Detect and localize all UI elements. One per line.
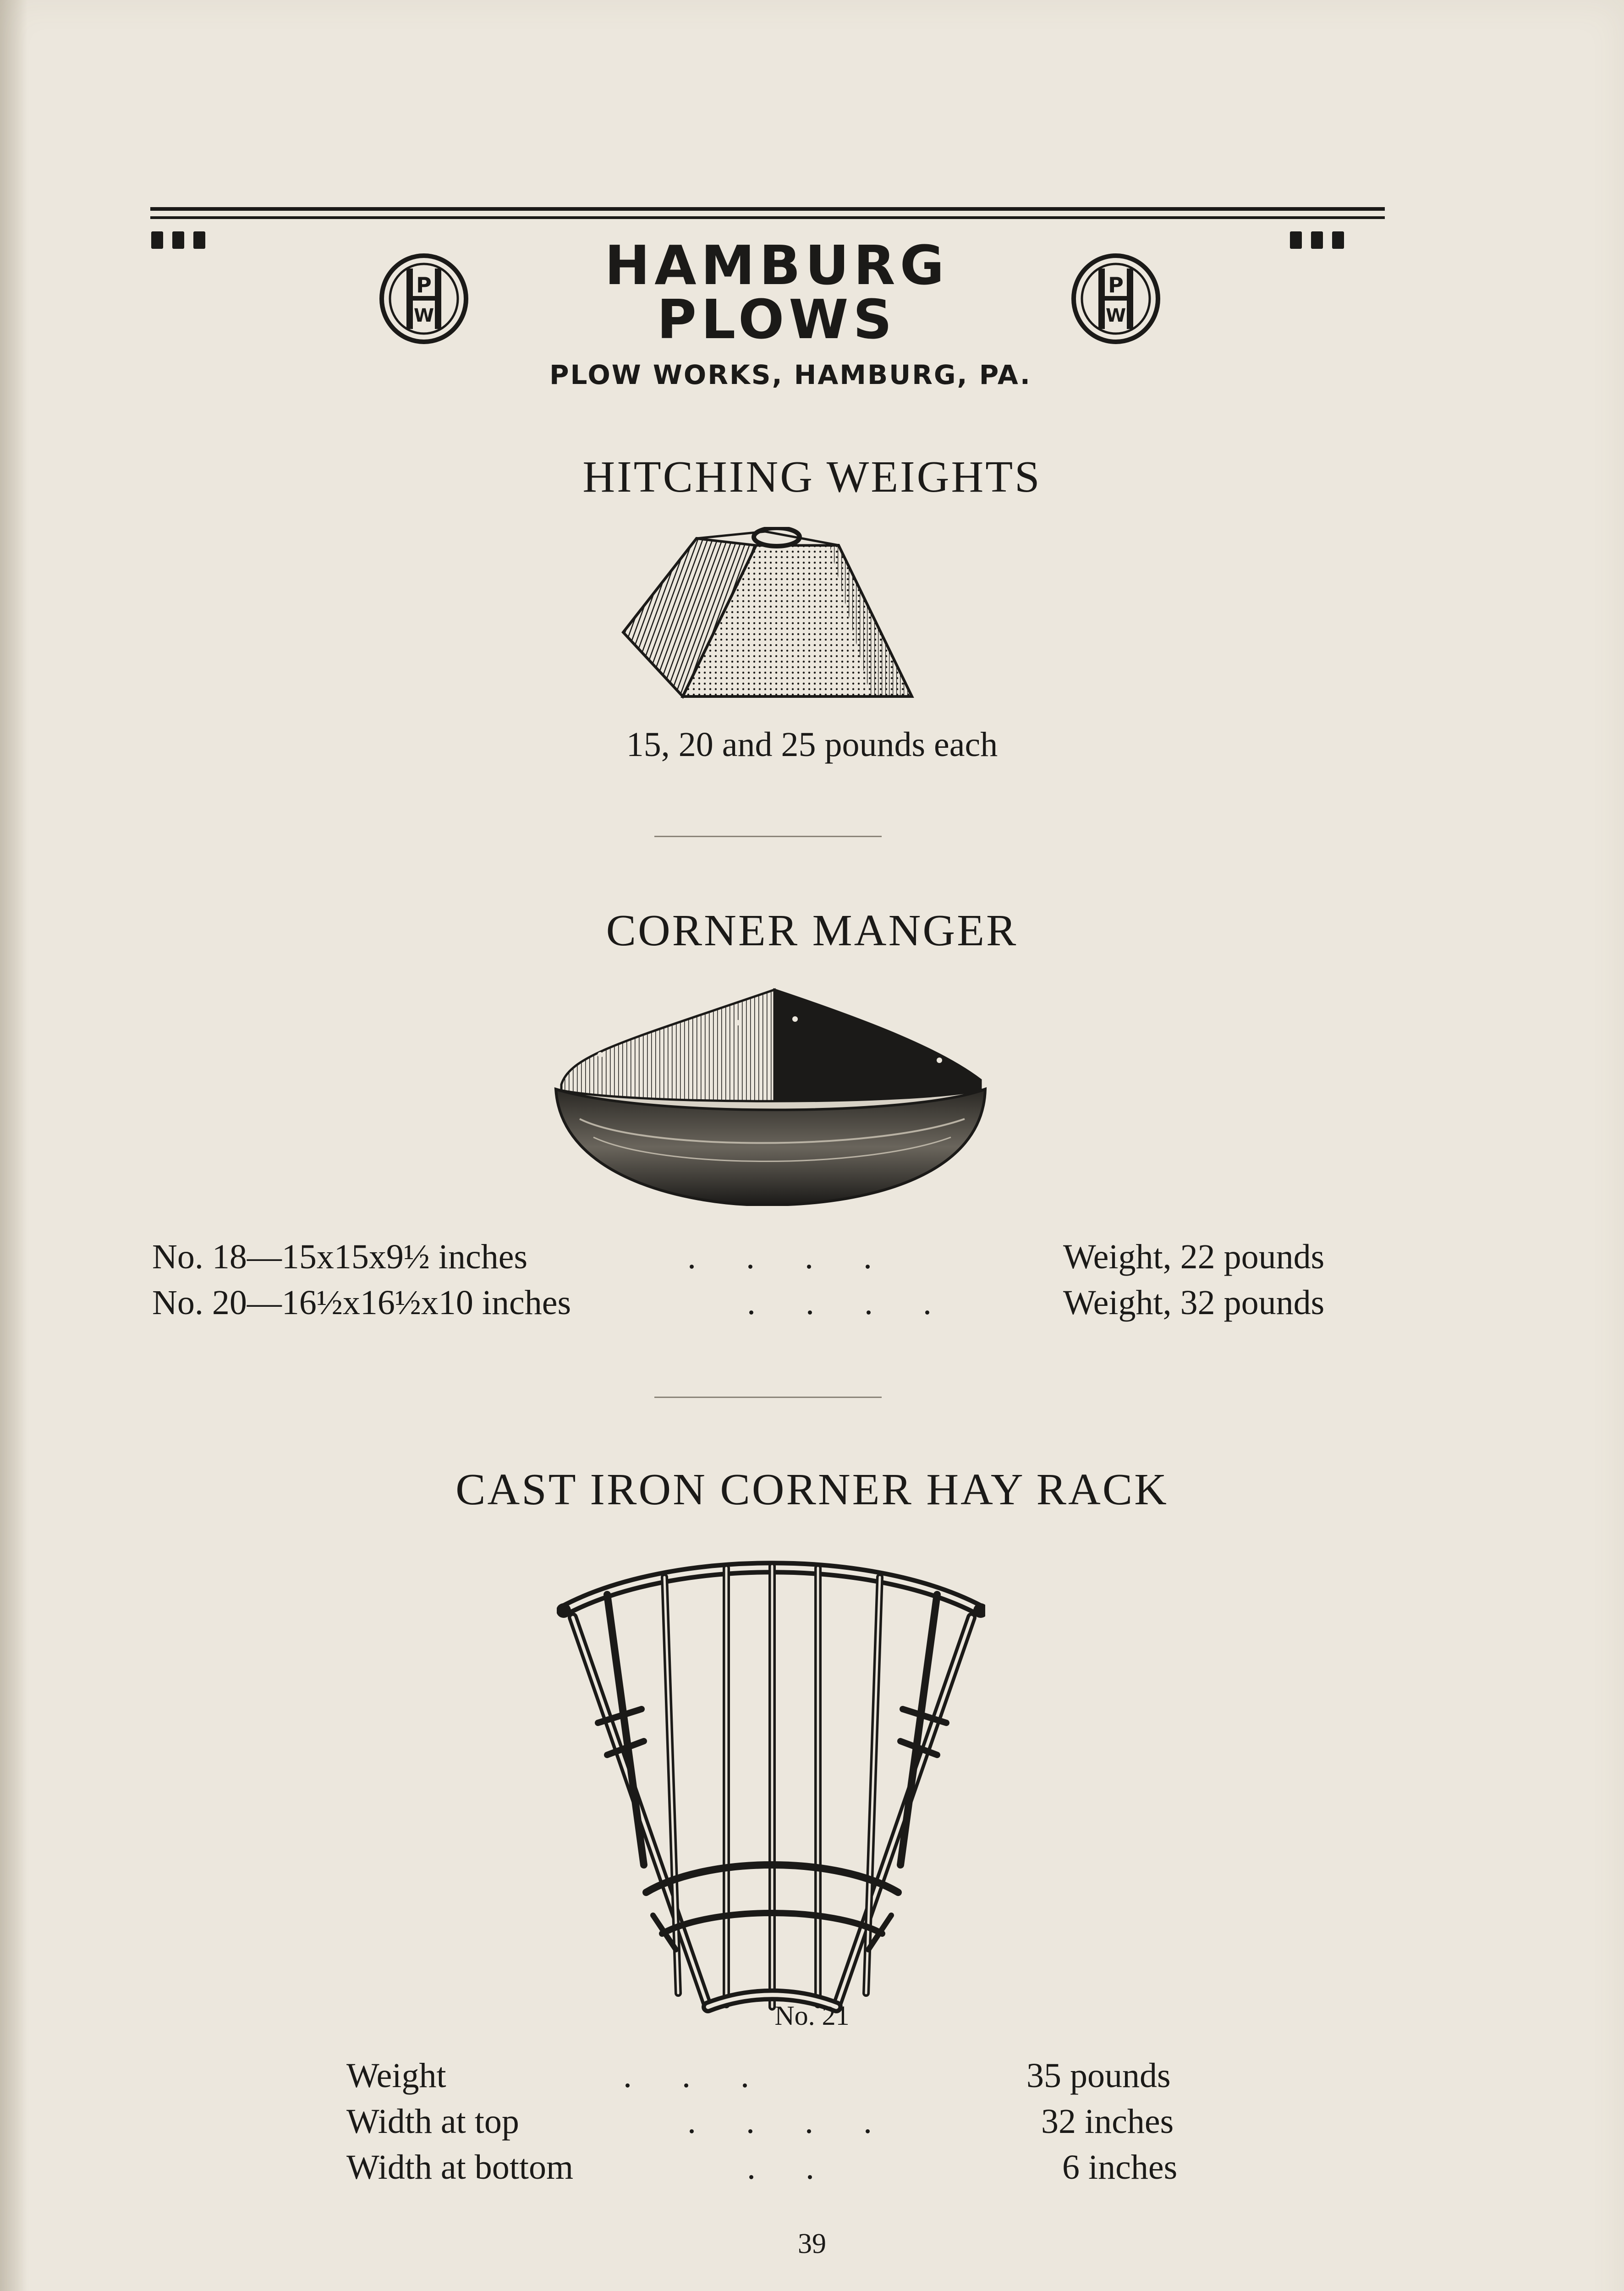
hay-rack-title: CAST IRON CORNER HAY RACK (455, 1465, 1169, 1514)
hitching-weight-illustration (614, 527, 926, 703)
brand-subtitle: PLOW WORKS, HAMBURG, PA. (549, 359, 1031, 390)
section-divider (654, 1397, 882, 1398)
corner-manger-illustration (552, 986, 990, 1206)
svg-text:W: W (413, 305, 434, 326)
manger-row-spec: No. 18—15x15x9½ inches (152, 1238, 528, 1276)
header-rule-bottom (150, 216, 1385, 219)
hay-rack-spec-leader: . . . . (687, 2102, 872, 2141)
header-ornament-left (151, 231, 205, 249)
hitching-weights-title: HITCHING WEIGHTS (582, 452, 1042, 502)
hay-rack-illustration (557, 1544, 985, 2030)
hitching-weights-caption: 15, 20 and 25 pounds each (626, 725, 998, 764)
page-number: 39 (798, 2228, 826, 2259)
hpw-monogram-left-icon (378, 253, 470, 345)
hay-rack-spec-value: 32 inches (1041, 2102, 1174, 2141)
hay-rack-spec-label: Width at bottom (346, 2148, 574, 2187)
manger-row-weight: Weight, 22 pounds (1063, 1238, 1325, 1276)
manger-row-leader: . . . . (687, 1238, 872, 1276)
brand-block (495, 234, 1059, 390)
section-divider (654, 836, 882, 837)
header-ornament-right (1290, 231, 1344, 249)
hay-rack-spec-label: Weight (346, 2056, 446, 2095)
svg-text:W: W (1105, 305, 1126, 326)
hay-rack-spec-leader: . . (747, 2148, 814, 2187)
manger-row-spec: No. 20—16½x16½x10 inches (152, 1283, 571, 1322)
hay-rack-spec-leader: . . . (623, 2056, 749, 2095)
hay-rack-spec-label: Width at top (346, 2102, 519, 2141)
hay-rack-model: No. 21 (774, 2001, 850, 2031)
manger-row-leader: . . . . (747, 1283, 932, 1322)
header-rule-top (150, 207, 1385, 211)
hay-rack-spec-value: 6 inches (1062, 2148, 1178, 2187)
hay-rack-spec-value: 35 pounds (1026, 2056, 1171, 2095)
svg-text:P: P (416, 273, 432, 297)
corner-manger-title: CORNER MANGER (606, 906, 1018, 955)
svg-text:P: P (1108, 273, 1124, 297)
brand-name: HAMBURG PLOWS (604, 234, 949, 351)
hpw-monogram-right-icon (1070, 253, 1162, 345)
manger-row-weight: Weight, 32 pounds (1063, 1283, 1325, 1322)
